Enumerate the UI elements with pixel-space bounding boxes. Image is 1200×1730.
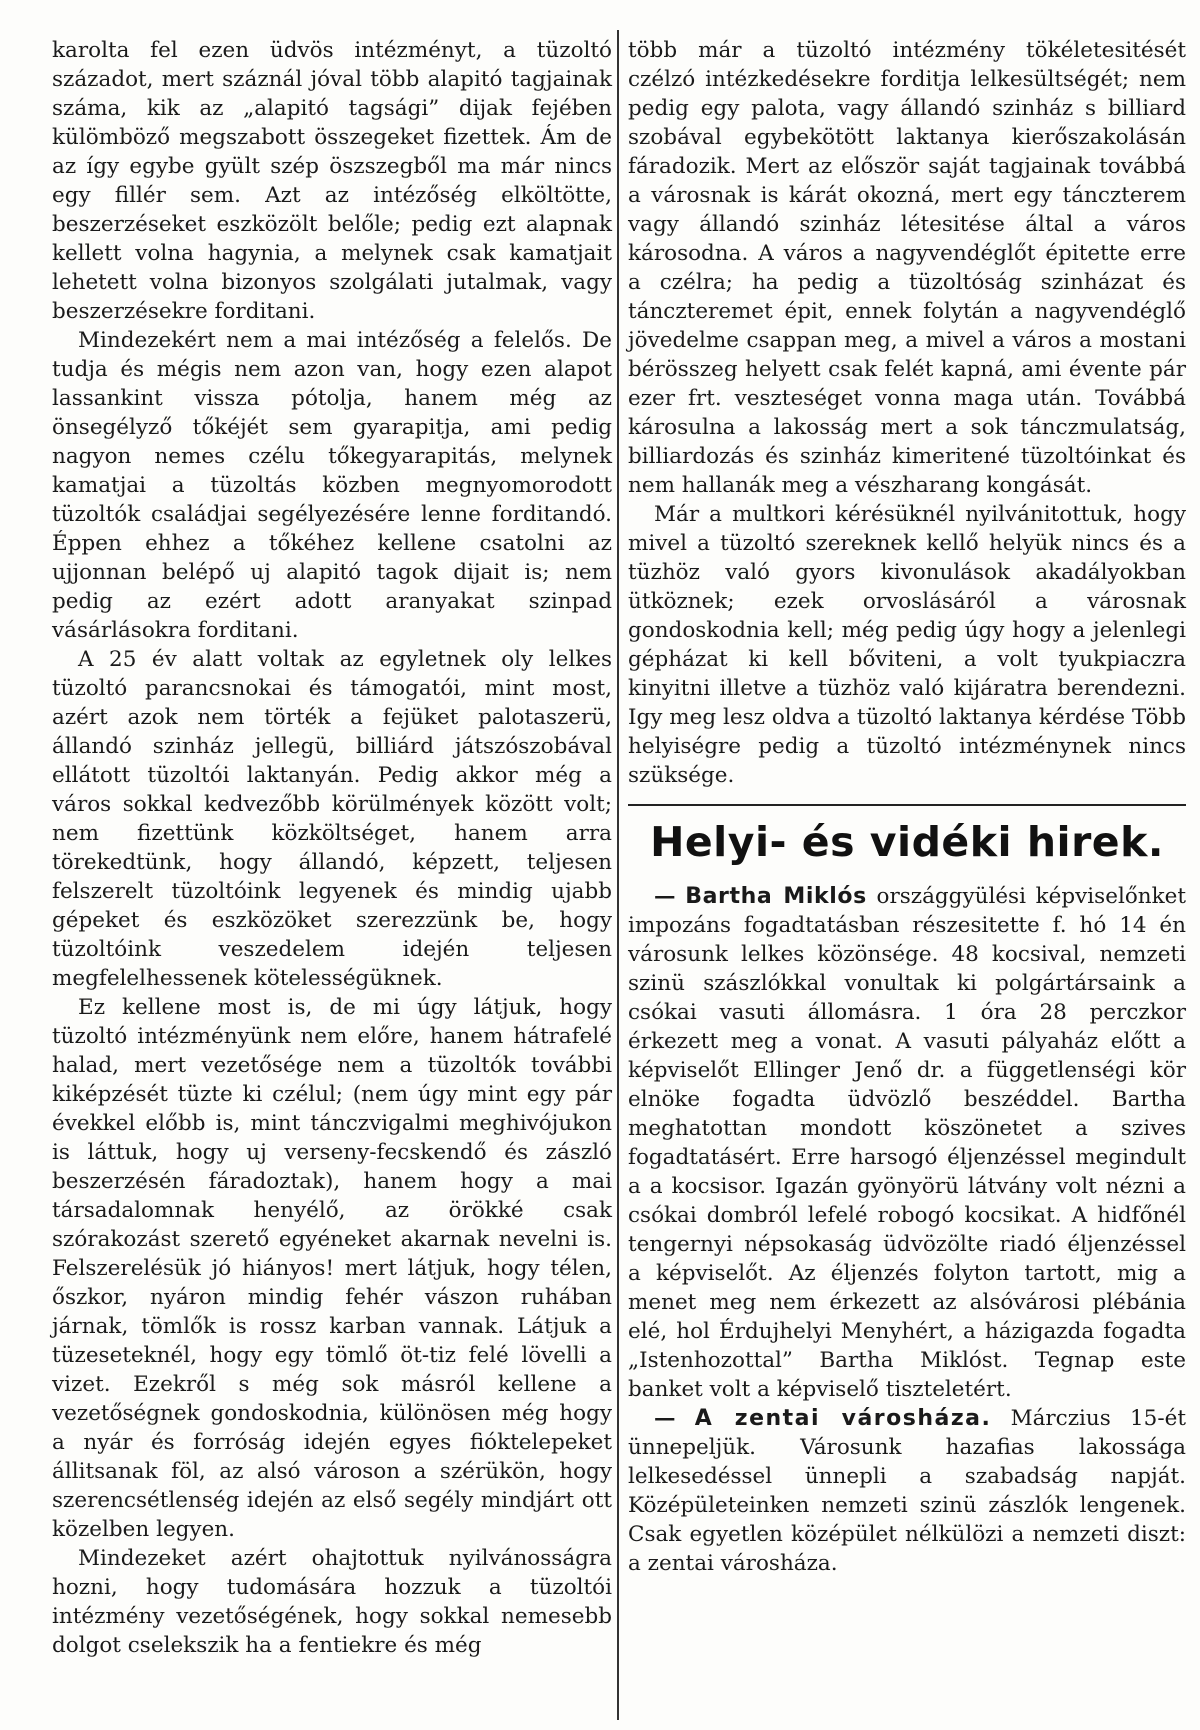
left-paragraph-1: karolta fel ezen üdvös intézményt, a tüzoltó századot, mert száznál jóval több alapitó tagjainak száma, kik az „alapitó tagsági” dijak fejében külömböző megszabott összegeket fizettek. Ám de az így egybe gyült szép öszszegből ma már nincs egy fillér sem. Azt az intézőség elköltötte, beszerzéseket eszközölt belőle; pedig ezt alapnak kellett volna hagynia, a melynek csak kamatjait lehetett volna bizonyos szolgálati jutalmak, vagy beszerzésekre forditani. [52, 38, 612, 324]
left-paragraph-4: Ez kellene most is, de mi úgy látjuk, hogy tüzoltó intézményünk nem előre, hanem hátrafelé halad, mert vezetősége nem a tüzoltók további kiképzését tüzte ki czélul; (nem úgy mint egy pár évekkel előbb is, mint tánczvigalmi meghivójukon is láttuk, hogy uj verseny-fecskendő és zászló beszerzésén fáradoztak), hanem hogy a mai társadalomnak henyélő, az örökké csak szórakozást szerető egyéneket akarnak nevelni is. Felszerelésük jó hiányos! mert látjuk, hogy télen, őszkor, nyáron mindig fehér vászon ruhában járnak, tömlők is rossz karban vannak. Látjuk a tüzeseteknél, hogy egy tömlő öt-tiz felé lövelli a vizet. Ezekről s még sok másról kellene a vezetőségnek gondoskodnia, különösen még hogy a nyár és forróság idején egyes fióktelepeket állitsanak föl, az alsó városon a szérükön, hogy szerencsétlenség idején az első segély mindjárt ott közelben legyen. [52, 995, 612, 1542]
news-item-body: Márczius 15-ét ünnepeljük. Városunk hazafias lakossága lelkesedéssel ünnepli a szabadság napját. Középületeinken nemzeti szinü zászlók lengenek. Csak egyetlen középület nélkülözi a nemzeti diszt: a zentai városháza. [628, 1406, 1186, 1576]
news-item-dash: — [654, 1406, 676, 1431]
section-divider [628, 804, 1186, 806]
right-paragraph-2: Már a multkori kérésüknél nyilvánitottuk, hogy mivel a tüzoltó szereknek kellő helyük nincs és a tüzhöz való gyors kivonulások akadályokban ütköznek; ezek orvoslásáról a városnak gondoskodnia kell; még pedig úgy hogy a jelenlegi gépházat ki kell bőviteni, a volt tyukpiaczra kinyitni illetve a tüzhöz való kijáratra berendezni. Igy meg lesz oldva a tüzoltó laktanya kérdése Több helyiségre pedig a tüzoltó intézménynek nincs szüksége. [628, 502, 1186, 788]
right-paragraph-1: több már a tüzoltó intézmény tökéletesitését czélzó intézkedésekre forditja lelkesültségét; nem pedig egy palota, vagy állandó szinház s billiard szobával egybekötött laktanya kierőszakolásán fáradozik. Mert az először saját tagjainak továbbá a városnak is kárát okozná, mert egy tánczterem vagy állandó szinház létesitése által a város károsodna. A város a nagyvendéglőt épitette erre a czélra; ha pedig a tüzoltóság szinházat és tánczteremet épit, ennek folytán a nagyvendéglő jövedelme csappan meg, a mivel a város a mostani bérösszeg helyett csak felét kapná, ami évente pár ezer frt. veszteséget vonna maga után. Továbbá károsulna a lakosság mert a sok tánczmulatság, billiardozás és szinház kimeritené tüzoltóinkat és nem hallanák meg a vészharang kongását. [628, 38, 1186, 498]
right-column [628, 36, 1186, 1578]
left-paragraph-2: Mindezekért nem a mai intézőség a felelős. De tudja és mégis nem azon van, hogy ezen alapot lassankint vissza pótolja, hanem még az önsegélyző tőkéjét sem gyarapitja, ami pedig nagyon nemes czélu tőkegyarapitás, melynek kamatjai a tüzoltás közben megnyomorodott tüzoltók családjai segélyezésére lenne forditandó. Éppen ehhez a tőkéhez kellene csatolni az ujjonnan belépő uj alapitó tagok dijait is; nem pedig az ezért adott aranyakat szinpad vásárlásokra forditani. [52, 328, 612, 643]
news-item-dash: — [654, 884, 676, 909]
news-item-varoshaza [628, 1404, 1186, 1578]
news-item-body: országgyülési képviselőnket impozáns fogadtatásban részesitette f. hó 14 én városunk lelkes közönsége. 48 kocsival, nemzeti szinü szászlókkal vonultak ki polgártársaink a csókai vasuti állomásra. 1 óra 28 perczkor érkezett meg a vonat. A vasuti pályaház előtt a képviselőt Ellinger Jenő dr. a függetlenségi kör elnöke fogadta üdvözlő beszéddel. Bartha meghatottan mondott köszönetet a szives fogadtatásért. Erre harsogó éljenzéssel megindult a a kocsisor. Igazán gyönyörü látvány volt nézni a csókai dombról lefelé robogó kocsikat. A hidfőnél tengernyi népsokaság üdvözölte riadó éljenzéssel a képviselőt. Az éljenzés folyton tartott, mig a menet meg nem érkezett az alsóvárosi plébánia elé, hol Érdujhelyi Menyhért, a házigazda fogadta „Istenhozottal” Bartha Miklóst. Tegnap este banket volt a képviselő tiszteletért. [628, 884, 1186, 1402]
left-column [52, 36, 612, 1660]
news-item-bartha [628, 882, 1186, 1404]
left-paragraph-5: Mindezeket azért ohajtottuk nyilvánosságra hozni, hogy tudomására hozzuk a tüzoltói intézmény vezetőségének, hogy sokkal nemesebb dolgot cselekszik ha a fentiekre és még [52, 1546, 612, 1658]
section-title: Helyi- és vidéki hirek. [650, 818, 1164, 866]
news-item-title: A zentai városháza. [694, 1406, 992, 1431]
news-item-title: Bartha Miklós [685, 884, 867, 909]
column-divider [617, 30, 619, 1720]
left-paragraph-3: A 25 év alatt voltak az egyletnek oly lelkes tüzoltó parancsnokai és támogatói, mint most, azért azok nem törték a fejüket palotaszerü, állandó szinház jellegü, billiárd játszószobával ellátott tüzoltói laktanyán. Pedig akkor még a város sokkal kedvezőbb körülmények között volt; nem fizettünk közköltséget, hanem arra törekedtünk, hogy állandó, képzett, teljesen felszerelt tüzoltóink legyenek és mindig ujabb gépeket és eszközöket szerezzünk be, hogy tüzoltóink veszedelem idején teljesen megfelelhessenek kötelességüknek. [52, 647, 612, 991]
